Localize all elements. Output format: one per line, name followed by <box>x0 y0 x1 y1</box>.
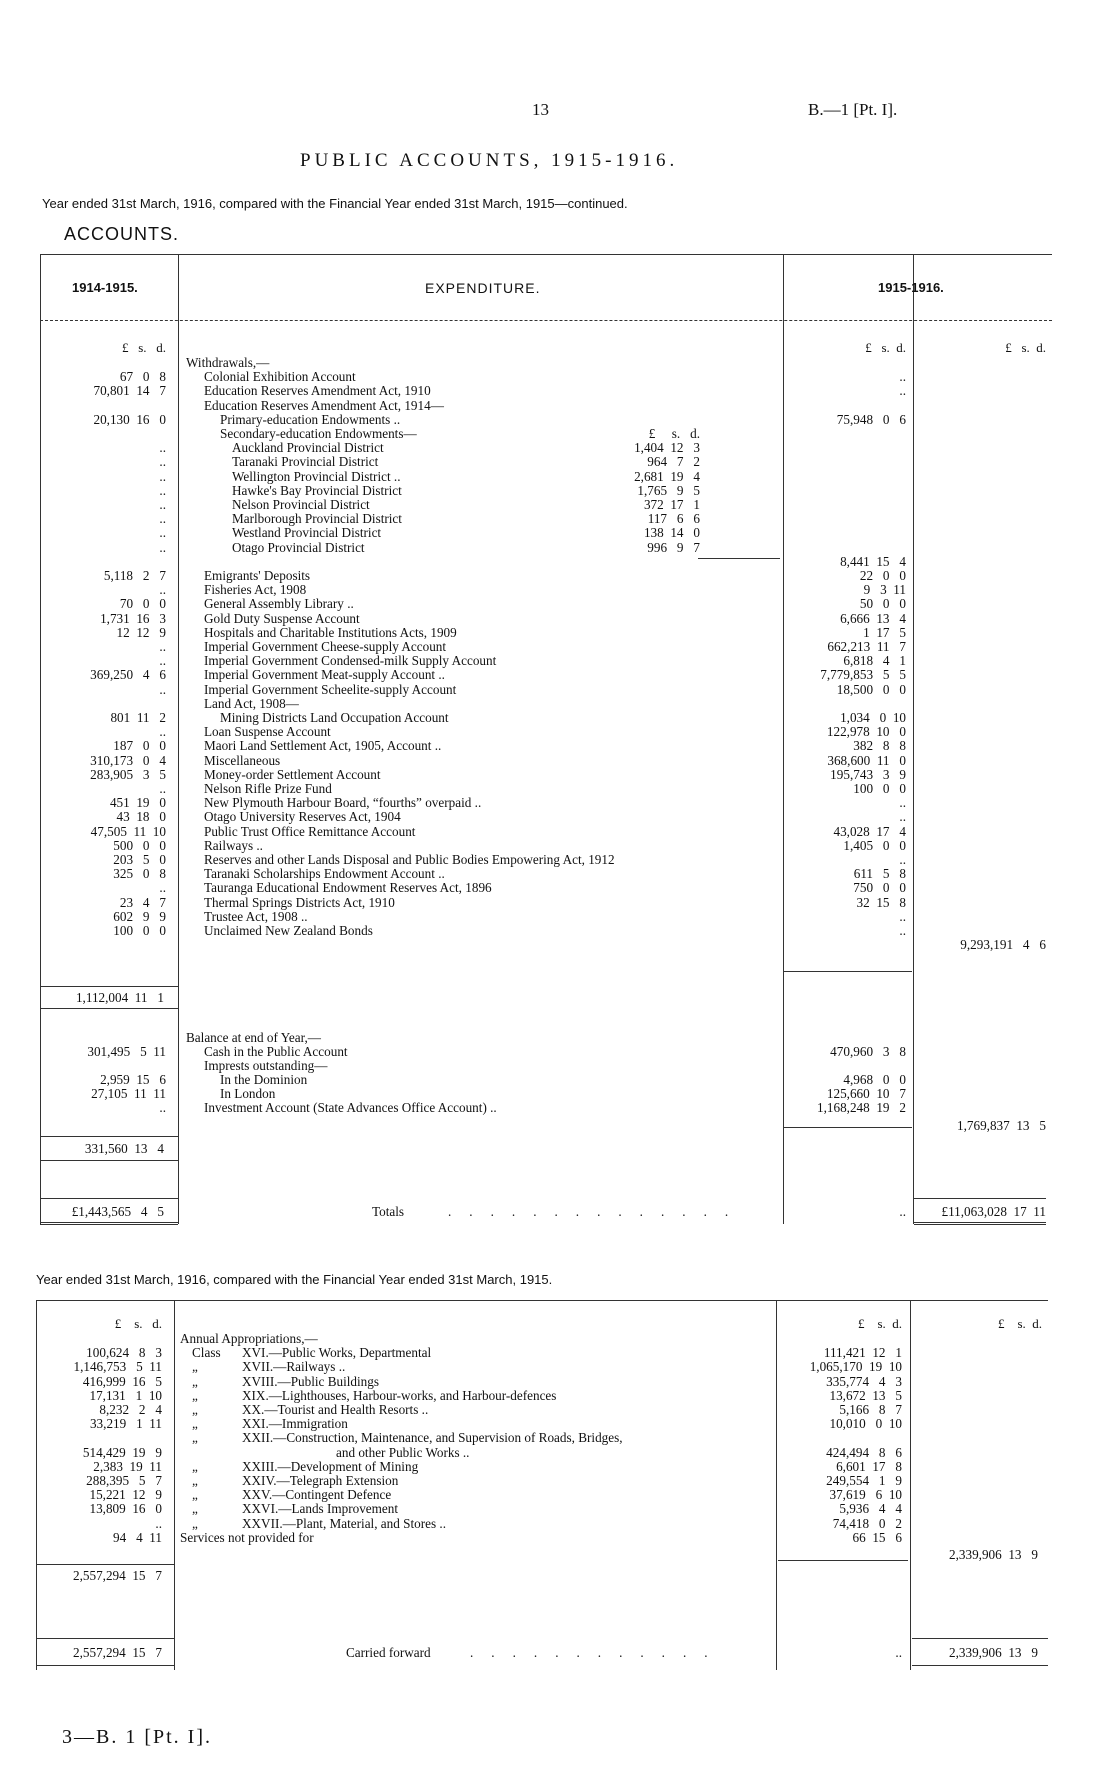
balance-amount-b: 1,769,837 13 5 <box>956 1118 1046 1133</box>
totals-1914-1915: £1,443,565 4 5 <box>71 1204 164 1219</box>
row-amount-a: 32 15 8 <box>856 894 906 910</box>
appropriation-prev-amount: 8,232 2 4 <box>99 1402 162 1417</box>
appropriation-description: XVIII.—Public Buildings <box>242 1373 380 1389</box>
appropriation-description: XXII.—Construction, Maintenance, and Supervision of Roads, Bridges, <box>242 1430 623 1446</box>
row-prev-amount: .. <box>159 639 166 654</box>
balance-description: Investment Account (State Advances Office Account) .. <box>204 1100 497 1115</box>
page-subtitle: Year ended 31st March, 1916, compared with the Financial Year ended 31st March, 1915—continued. <box>42 196 628 211</box>
row-prev-amount: 100 0 0 <box>113 923 166 938</box>
unit-header-prev: £ s. d. <box>121 340 166 355</box>
row-prev-amount: .. <box>159 653 166 669</box>
row-amount-a: 611 5 8 <box>853 866 906 882</box>
row-prev-amount: 310,173 0 4 <box>90 752 166 768</box>
document-reference: B.—1 [Pt. I]. <box>808 100 898 119</box>
appropriation-description: XVI.—Public Works, Departmental <box>242 1345 432 1361</box>
appropriation-description: Annual Appropriations,— <box>180 1331 318 1346</box>
appropriation-description: XXIV.—Telegraph Extension <box>242 1473 399 1488</box>
appropriation-description: and other Public Works .. <box>336 1444 470 1460</box>
row-amount-a: 75,948 0 6 <box>836 411 906 427</box>
appropriation-amount-a: 424,494 8 6 <box>826 1444 902 1460</box>
t2-unit-prev: £ s. d. <box>114 1316 162 1331</box>
balance-amount-a: 470,960 3 8 <box>830 1044 906 1059</box>
row-description: Primary-education Endowments .. <box>220 411 401 427</box>
row-description: Land Act, 1908— <box>204 695 299 711</box>
row-prev-amount: 23 4 7 <box>119 894 166 910</box>
row-description: Otago Provincial District <box>232 539 365 555</box>
appropriation-class: „ <box>192 1473 198 1488</box>
row-amount-a: 662,213 11 7 <box>827 639 906 654</box>
appropriation-prev-amount: 288,395 5 7 <box>86 1473 162 1488</box>
t2-unit-b: £ s. d. <box>997 1316 1042 1331</box>
balance-amount-a: 125,660 10 7 <box>826 1086 906 1101</box>
appropriation-description: XIX.—Lighthouses, Harbour-works, and Harbour-defences <box>242 1387 557 1403</box>
row-prev-amount: 43 18 0 <box>116 809 166 825</box>
row-description: Imperial Government Cheese-supply Account <box>204 639 447 654</box>
row-amount-a: 1,034 0 10 <box>840 710 906 725</box>
row-description: Taranaki Scholarships Endowment Account .. <box>204 866 445 882</box>
appropriation-class: „ <box>192 1458 198 1474</box>
row-amount-a: .. <box>899 923 906 938</box>
balance-prev-amount: 27,105 11 11 <box>91 1086 166 1101</box>
row-sub-amount: 1,765 9 5 <box>637 482 700 498</box>
appropriation-amount-a: 66 15 6 <box>852 1529 902 1545</box>
row-amount-a: 750 0 0 <box>853 880 906 896</box>
row-description: Public Trust Office Remittance Account <box>204 823 416 839</box>
balance-description: In London <box>220 1086 276 1101</box>
row-description: Miscellaneous <box>204 752 281 768</box>
appropriation-prev-amount: 13,809 16 0 <box>89 1501 162 1517</box>
appropriation-description: Services not provided for <box>180 1529 314 1545</box>
appropriation-amount-a: 249,554 1 9 <box>826 1473 902 1488</box>
row-description: Emigrants' Deposits <box>204 568 311 583</box>
appropriation-amount-a: 5,166 8 7 <box>839 1402 902 1417</box>
row-amount-a: 122,978 10 0 <box>826 724 906 740</box>
appropriation-amount-a: 10,010 0 10 <box>829 1416 902 1432</box>
appropriation-class: „ <box>192 1487 198 1503</box>
row-description: Unclaimed New Zealand Bonds <box>204 923 373 938</box>
row-prev-amount: 283,905 3 5 <box>90 766 166 782</box>
row-prev-amount: 20,130 16 0 <box>93 411 166 427</box>
row-prev-amount: 5,118 2 7 <box>103 568 166 583</box>
balance-prev-amount: .. <box>159 1100 166 1115</box>
row-sub-amount: 138 14 0 <box>643 525 700 541</box>
row-prev-amount: 67 0 8 <box>119 369 166 385</box>
row-description: Imperial Government Scheelite-supply Account <box>204 681 457 697</box>
row-sub-amount: 996 9 7 <box>647 539 700 555</box>
row-amount-a: 9 3 11 <box>863 582 906 598</box>
row-description: General Assembly Library .. <box>204 596 354 612</box>
subtotal-1914-1915: 1,112,004 11 1 <box>75 990 164 1005</box>
row-amount-a: 1 17 5 <box>863 624 906 640</box>
appropriation-description: XXVI.—Lands Improvement <box>242 1501 399 1517</box>
row-description: Thermal Springs Districts Act, 1910 <box>204 894 395 910</box>
row-amount-a: 43,028 17 4 <box>833 823 906 839</box>
row-description: Fisheries Act, 1908 <box>204 582 307 598</box>
appropriation-amount-a: 37,619 6 10 <box>829 1487 902 1503</box>
row-description: Money-order Settlement Account <box>204 766 381 782</box>
appropriation-amount-a: 1,065,170 19 10 <box>809 1359 902 1375</box>
row-prev-amount: 47,505 11 10 <box>90 823 166 839</box>
appropriation-prev-amount: 94 4 11 <box>113 1529 162 1545</box>
row-prev-amount: .. <box>159 468 166 484</box>
table2-subtitle: Year ended 31st March, 1916, compared with the Financial Year ended 31st March, 1915. <box>36 1272 553 1287</box>
balance-description: Imprests outstanding— <box>204 1058 328 1073</box>
row-prev-amount: .. <box>159 539 166 555</box>
row-description: Tauranga Educational Endowment Reserves Act, 1896 <box>204 880 492 896</box>
row-sub-amount: 1,404 12 3 <box>634 440 700 456</box>
t2-unit-a: £ s. d. <box>857 1316 902 1331</box>
appropriation-amount-a: 74,418 0 2 <box>832 1515 902 1531</box>
appropriation-description: XXIII.—Development of Mining <box>242 1458 419 1474</box>
appropriation-class: „ <box>192 1430 198 1446</box>
row-amount-a: 22 0 0 <box>859 568 906 583</box>
row-prev-amount: .. <box>159 724 166 740</box>
row-prev-amount: .. <box>159 454 166 470</box>
row-description: Gold Duty Suspense Account <box>204 610 360 626</box>
totals-1915-1916: £11,063,028 17 11 <box>941 1204 1046 1219</box>
row-amount-a: 100 0 0 <box>853 781 906 796</box>
totals-1915-1916-sub: .. <box>899 1204 906 1219</box>
row-amount-a: .. <box>899 908 906 924</box>
appropriation-description: XXV.—Contingent Defence <box>242 1487 392 1503</box>
appropriation-prev-amount: 17,131 1 10 <box>89 1387 162 1403</box>
appropriation-class: „ <box>192 1416 198 1432</box>
t2-subtotal-prev: 2,557,294 15 7 <box>72 1568 162 1583</box>
appropriation-class: „ <box>192 1515 198 1531</box>
appropriation-description: XXI.—Immigration <box>242 1416 348 1432</box>
appropriation-class: „ <box>192 1359 198 1375</box>
row-description: Wellington Provincial District .. <box>232 468 401 484</box>
row-prev-amount: .. <box>159 880 166 896</box>
balance-prev-amount: 301,495 5 11 <box>87 1044 166 1059</box>
row-description: Imperial Government Condensed-milk Supply Account <box>204 653 497 669</box>
row-prev-amount: 187 0 0 <box>113 738 166 754</box>
appropriation-class: „ <box>192 1402 198 1417</box>
appropriation-class: „ <box>192 1387 198 1403</box>
appropriation-class: „ <box>192 1501 198 1517</box>
balance-description: Balance at end of Year,— <box>186 1030 321 1045</box>
appropriation-class: Class <box>192 1345 221 1361</box>
column-header-1915-1916: 1915-1916. <box>878 280 944 295</box>
carried-forward-prev: 2,557,294 15 7 <box>72 1645 162 1660</box>
totals-label: Totals <box>372 1204 405 1219</box>
row-prev-amount: .. <box>159 497 166 512</box>
unit-header-a: £ s. d. <box>865 340 906 355</box>
row-prev-amount: .. <box>159 525 166 541</box>
carried-forward-a: .. <box>895 1645 902 1660</box>
footer-reference: 3—B. 1 [Pt. I]. <box>62 1726 212 1748</box>
row-description: Maori Land Settlement Act, 1905, Account .. <box>204 738 442 754</box>
row-amount-a: 7,779,853 5 5 <box>820 667 906 683</box>
row-sub-amount: 964 7 2 <box>647 454 700 470</box>
appropriation-description: XX.—Tourist and Health Resorts .. <box>242 1402 429 1417</box>
row-prev-amount: 1,731 16 3 <box>100 610 166 626</box>
row-description: Hawke's Bay Provincial District <box>232 482 402 498</box>
column-header-expenditure: EXPENDITURE. <box>425 280 541 296</box>
row-description: Loan Suspense Account <box>204 724 331 740</box>
row-prev-amount: 70,801 14 7 <box>93 383 166 399</box>
row-description: Education Reserves Amendment Act, 1910 <box>204 383 431 399</box>
totals-dots: .............. <box>448 1204 747 1219</box>
balance-description: Cash in the Public Account <box>204 1044 348 1059</box>
row-description: Westland Provincial District <box>232 525 382 541</box>
row-amount-a: 6,666 13 4 <box>840 610 906 626</box>
row-prev-amount: 801 11 2 <box>110 710 166 725</box>
row-amount-a: .. <box>899 809 906 825</box>
row-amount-a: 1,405 0 0 <box>843 837 906 853</box>
row-sub-amount: £ s. d. <box>648 426 700 441</box>
appropriation-prev-amount: 416,999 16 5 <box>82 1373 162 1389</box>
row-prev-amount: 602 9 9 <box>113 908 166 924</box>
row-amount-a: .. <box>899 369 906 385</box>
appropriation-prev-amount: 1,146,753 5 11 <box>73 1359 162 1375</box>
row-prev-amount: .. <box>159 781 166 796</box>
appropriation-prev-amount: 33,219 1 11 <box>89 1416 162 1432</box>
row-amount-a: .. <box>899 852 906 867</box>
appropriation-amount-a: 111,421 12 1 <box>823 1345 902 1361</box>
appropriation-prev-amount: .. <box>155 1515 162 1531</box>
row-prev-amount: 12 12 9 <box>116 624 166 640</box>
appropriation-amount-a: 335,774 4 3 <box>826 1373 902 1389</box>
appropriation-amount-a: 5,936 4 4 <box>839 1501 902 1517</box>
row-amount-a: 368,600 11 0 <box>827 752 906 768</box>
column-header-1914-1915: 1914-1915. <box>72 280 138 295</box>
row-amount-a: 382 8 8 <box>853 738 906 754</box>
balance-prev-amount: 2,959 15 6 <box>100 1072 166 1087</box>
row-amount-a: .. <box>899 795 906 811</box>
row-prev-amount: 500 0 0 <box>113 837 166 853</box>
row-description: Otago University Reserves Act, 1904 <box>204 809 401 825</box>
row-prev-amount: 369,250 4 6 <box>90 667 166 683</box>
row-description: Marlborough Provincial District <box>232 511 402 527</box>
balance-amount-a: 4,968 0 0 <box>843 1072 906 1087</box>
row-amount-a: 8,441 15 4 <box>840 553 906 569</box>
row-description: Withdrawals,— <box>186 355 270 370</box>
row-description: Colonial Exhibition Account <box>204 369 356 385</box>
row-prev-amount: .. <box>159 582 166 598</box>
balance-amount-a: 1,168,248 19 2 <box>816 1100 906 1115</box>
row-sub-amount: 372 17 1 <box>643 497 700 512</box>
row-description: Mining Districts Land Occupation Account <box>220 710 449 725</box>
balance-description: In the Dominion <box>220 1072 308 1087</box>
row-sub-amount: 2,681 19 4 <box>634 468 700 484</box>
row-description: Secondary-education Endowments— <box>220 426 417 441</box>
appropriation-amount-a: 6,601 17 8 <box>836 1458 902 1474</box>
t2-sum-b: 2,339,906 13 9 <box>948 1547 1038 1562</box>
row-description: Reserves and other Lands Disposal and Public Bodies Empowering Act, 1912 <box>204 852 615 867</box>
row-description: Railways .. <box>204 837 263 853</box>
row-prev-amount: 325 0 8 <box>113 866 166 882</box>
appropriation-prev-amount: 514,429 19 9 <box>82 1444 162 1460</box>
row-description: New Plymouth Harbour Board, “fourths” overpaid .. <box>204 795 482 811</box>
row-amount-a: 18,500 0 0 <box>836 681 906 697</box>
appropriation-description: XVII.—Railways .. <box>242 1359 346 1375</box>
row-prev-amount: .. <box>159 482 166 498</box>
unit-header-b: £ s. d. <box>1005 340 1046 355</box>
row-description: Education Reserves Amendment Act, 1914— <box>204 397 444 413</box>
row-amount-a: .. <box>899 383 906 399</box>
row-description: Nelson Provincial District <box>232 497 370 512</box>
row-amount-a: 6,818 4 1 <box>843 653 906 669</box>
row-description: Hospitals and Charitable Institutions Acts, 1909 <box>204 624 457 640</box>
carried-forward-label: Carried forward <box>346 1645 431 1660</box>
page-number: 13 <box>532 100 549 119</box>
row-prev-amount: 70 0 0 <box>119 596 166 612</box>
page-title: PUBLIC ACCOUNTS, 1915-1916. <box>300 150 679 171</box>
appropriation-description: XXVII.—Plant, Material, and Stores .. <box>242 1515 447 1531</box>
row-description: Trustee Act, 1908 .. <box>204 908 308 924</box>
row-description: Auckland Provincial District <box>232 440 384 456</box>
row-prev-amount: 451 19 0 <box>109 795 166 811</box>
row-description: Nelson Rifle Prize Fund <box>204 781 332 796</box>
balance-total-1914-1915: 331,560 13 4 <box>84 1141 164 1156</box>
row-prev-amount: 203 5 0 <box>113 852 166 867</box>
appropriation-prev-amount: 2,383 19 11 <box>93 1458 162 1474</box>
appropriation-amount-a: 13,672 13 5 <box>829 1387 902 1403</box>
row-prev-amount: .. <box>159 440 166 456</box>
row-description: Taranaki Provincial District <box>232 454 379 470</box>
carried-forward-dots: ............ <box>470 1645 726 1660</box>
appropriation-prev-amount: 15,221 12 9 <box>89 1487 162 1503</box>
row-description: Imperial Government Meat-supply Account .. <box>204 667 445 683</box>
carried-forward-b: 2,339,906 13 9 <box>948 1645 1038 1660</box>
appropriation-prev-amount: 100,624 8 3 <box>86 1345 162 1361</box>
row-amount-a: 195,743 3 9 <box>830 766 906 782</box>
row-prev-amount: .. <box>159 681 166 697</box>
row-amount-a: 50 0 0 <box>859 596 906 612</box>
section-heading: ACCOUNTS. <box>64 224 180 244</box>
appropriation-class: „ <box>192 1373 198 1389</box>
row-prev-amount: .. <box>159 511 166 527</box>
row-sub-amount: 117 6 6 <box>647 511 700 527</box>
row-amount-b: 9,293,191 4 6 <box>960 937 1046 953</box>
